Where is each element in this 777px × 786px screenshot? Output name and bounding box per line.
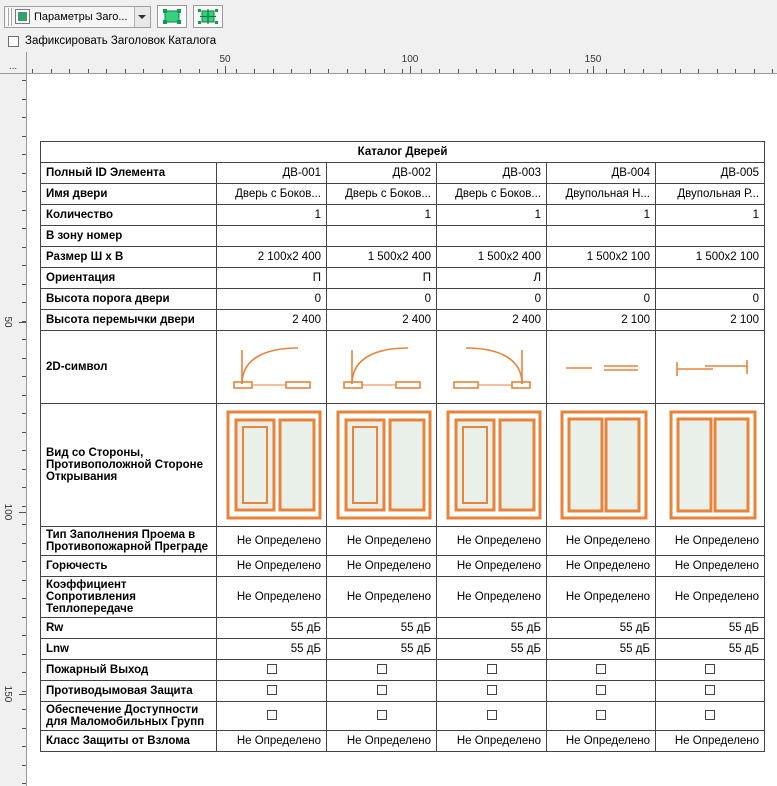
ruler-tick	[32, 69, 33, 73]
ruler-tick	[735, 69, 736, 73]
table-cell	[656, 404, 765, 527]
table-row	[41, 639, 765, 660]
table-cell: Дверь с Боков...	[327, 184, 437, 205]
ruler-tick	[22, 413, 26, 414]
ruler-tick	[125, 69, 126, 73]
ruler-tick	[365, 69, 366, 73]
table-cell	[327, 681, 437, 702]
table-cell: 2 100	[547, 310, 656, 331]
table-cell	[217, 702, 327, 731]
table-cell: 55 дБ	[437, 618, 547, 639]
ruler-tick	[476, 69, 477, 73]
table-cell: Двупольная Р...	[656, 184, 765, 205]
lock-header-checkbox[interactable]	[8, 36, 19, 47]
cell-checkbox[interactable]	[596, 685, 606, 695]
table-cell: ДВ-004	[547, 163, 656, 184]
table-cell: Не Определено	[327, 731, 437, 752]
ruler-tick	[606, 69, 607, 73]
table-title-row	[41, 142, 765, 163]
cell-checkbox[interactable]	[705, 664, 715, 674]
element-settings-button[interactable]	[193, 5, 223, 28]
table-cell: 1 500x2 100	[547, 247, 656, 268]
ruler-tick	[22, 395, 26, 396]
ruler-tick	[22, 302, 26, 303]
drawing-canvas[interactable]	[27, 74, 777, 786]
ruler-tick	[754, 69, 755, 73]
table-cell	[656, 702, 765, 731]
ruler-tick	[22, 598, 26, 599]
horizontal-ruler[interactable]	[27, 52, 777, 74]
table-cell: 55 дБ	[656, 639, 765, 660]
row-header: Высота перемычки двери	[41, 310, 217, 331]
table-cell	[656, 331, 765, 404]
table-cell: Не Определено	[437, 577, 547, 618]
table-cell: ДВ-005	[656, 163, 765, 184]
table-cell: Не Определено	[217, 556, 327, 577]
table-cell	[217, 331, 327, 404]
table-cell: 55 дБ	[547, 618, 656, 639]
row-header: Вид со Стороны, Противоположной Стороне Открывания	[41, 404, 217, 527]
table-cell: 1	[547, 205, 656, 226]
table-cell	[656, 226, 765, 247]
ruler-tick-major	[19, 322, 26, 323]
table-cell	[437, 226, 547, 247]
ruler-tick	[22, 691, 26, 692]
table-cell	[547, 681, 656, 702]
ruler-tick	[22, 210, 26, 211]
ruler-label: 100	[2, 503, 13, 521]
table-row	[41, 331, 765, 404]
ruler-tick	[22, 136, 26, 137]
ruler-tick	[421, 69, 422, 73]
ruler-tick	[698, 69, 699, 73]
table-cell: 55 дБ	[217, 618, 327, 639]
chevron-down-icon[interactable]	[134, 7, 150, 27]
ruler-tick	[88, 69, 89, 73]
row-header: В зону номер	[41, 226, 217, 247]
door-swing-symbol-icon	[332, 336, 432, 398]
table-cell	[217, 660, 327, 681]
ruler-label: 150	[2, 685, 13, 703]
table-cell: П	[327, 268, 437, 289]
ruler-tick	[22, 117, 26, 118]
table-cell: 0	[437, 289, 547, 310]
cell-checkbox[interactable]	[377, 710, 387, 720]
door-swing-symbol-icon	[222, 336, 322, 398]
table-cell	[547, 268, 656, 289]
table-row	[41, 310, 765, 331]
row-header: Полный ID Элемента	[41, 163, 217, 184]
ruler-tick	[199, 69, 200, 73]
ruler-tick	[217, 69, 218, 73]
table-cell	[327, 404, 437, 527]
table-cell: Не Определено	[547, 527, 656, 556]
ruler-tick	[22, 173, 26, 174]
table-cell	[217, 226, 327, 247]
cell-checkbox[interactable]	[267, 685, 277, 695]
ruler-tick	[328, 69, 329, 73]
workspace	[0, 52, 777, 786]
cell-checkbox[interactable]	[487, 710, 497, 720]
table-cell: 1 500x2 400	[437, 247, 547, 268]
table-row	[41, 184, 765, 205]
table-cell: Не Определено	[327, 556, 437, 577]
row-header: Пожарный Выход	[41, 660, 217, 681]
ruler-tick	[22, 265, 26, 266]
row-header: Lnw	[41, 639, 217, 660]
ruler-tick	[143, 69, 144, 73]
ruler-label: 150	[584, 54, 602, 65]
table-row	[41, 731, 765, 752]
table-cell: 55 дБ	[327, 618, 437, 639]
ruler-tick	[51, 69, 52, 73]
ruler-tick	[22, 358, 26, 359]
table-row	[41, 404, 765, 527]
ruler-tick	[162, 69, 163, 73]
row-header: Тип Заполнения Проема в Противопожарной Преграде	[41, 527, 217, 556]
table-cell: ДВ-002	[327, 163, 437, 184]
ruler-tick	[22, 524, 26, 525]
table-row	[41, 577, 765, 618]
table-cell: ДВ-003	[437, 163, 547, 184]
vertical-ruler[interactable]	[0, 74, 27, 786]
cell-checkbox[interactable]	[596, 664, 606, 674]
node-edit-button[interactable]	[157, 5, 187, 28]
ruler-tick	[22, 506, 26, 507]
ruler-tick-major	[225, 66, 226, 73]
ruler-tick	[22, 654, 26, 655]
table-cell: 1	[327, 205, 437, 226]
table-cell: 1	[437, 205, 547, 226]
ruler-tick	[402, 69, 403, 73]
row-header: Размер Ш х В	[41, 247, 217, 268]
ruler-label: 100	[401, 54, 419, 65]
ruler-tick	[22, 672, 26, 673]
table-cell: Л	[437, 268, 547, 289]
row-header: Коэффициент Сопротивления Теплопередаче	[41, 577, 217, 618]
table-cell: 2 100x2 400	[217, 247, 327, 268]
ruler-tick	[22, 709, 26, 710]
ruler-tick	[22, 339, 26, 340]
table-cell: Не Определено	[327, 577, 437, 618]
table-cell	[547, 226, 656, 247]
table-row	[41, 247, 765, 268]
ruler-tick	[717, 69, 718, 73]
schedule-title: Каталог Дверей	[41, 142, 765, 163]
table-cell: 55 дБ	[656, 618, 765, 639]
door-elevation-icon	[222, 406, 326, 524]
row-header: Rw	[41, 618, 217, 639]
ruler-tick	[22, 543, 26, 544]
table-row	[41, 268, 765, 289]
table-row	[41, 205, 765, 226]
door-swing-symbol-icon	[442, 336, 542, 398]
ruler-tick	[22, 469, 26, 470]
table-cell: П	[217, 268, 327, 289]
table-cell: 1 500x2 100	[656, 247, 765, 268]
table-cell: 0	[547, 289, 656, 310]
ruler-tick	[22, 228, 26, 229]
lock-header-label: Зафиксировать Заголовок Каталога	[25, 35, 217, 47]
ruler-tick-major	[19, 512, 26, 513]
table-cell	[327, 331, 437, 404]
table-cell: 55 дБ	[437, 639, 547, 660]
table-cell: Не Определено	[217, 731, 327, 752]
table-cell	[217, 681, 327, 702]
ruler-tick	[661, 69, 662, 73]
ruler-tick	[772, 69, 773, 73]
table-cell	[547, 404, 656, 527]
cell-checkbox[interactable]	[487, 685, 497, 695]
ruler-tick	[569, 69, 570, 73]
cell-checkbox[interactable]	[487, 664, 497, 674]
table-row	[41, 681, 765, 702]
table-cell: 1 500x2 400	[327, 247, 437, 268]
ruler-tick	[680, 69, 681, 73]
table-cell	[547, 331, 656, 404]
table-cell: 2 400	[217, 310, 327, 331]
cell-checkbox[interactable]	[267, 664, 277, 674]
table-row	[41, 702, 765, 731]
table-cell: 1	[656, 205, 765, 226]
ruler-tick	[180, 69, 181, 73]
table-row	[41, 226, 765, 247]
sliding-door-symbol-icon	[661, 336, 761, 398]
table-row	[41, 618, 765, 639]
table-cell: ДВ-001	[217, 163, 327, 184]
ruler-tick	[22, 580, 26, 581]
ruler-tick	[458, 69, 459, 73]
ruler-tick	[22, 746, 26, 747]
ruler-tick	[22, 154, 26, 155]
row-header: 2D-символ	[41, 331, 217, 404]
table-cell: 0	[217, 289, 327, 310]
ruler-tick	[254, 69, 255, 73]
table-cell: Не Определено	[437, 556, 547, 577]
ruler-tick	[22, 487, 26, 488]
ruler-tick	[22, 617, 26, 618]
table-cell	[656, 268, 765, 289]
table-cell	[437, 660, 547, 681]
ruler-tick	[22, 284, 26, 285]
table-cell: Не Определено	[656, 577, 765, 618]
ruler-tick	[532, 69, 533, 73]
table-cell: 55 дБ	[547, 639, 656, 660]
door-elevation-icon	[661, 406, 765, 524]
ruler-tick	[106, 69, 107, 73]
table-cell: Не Определено	[217, 527, 327, 556]
ruler-corner[interactable]: ...	[0, 52, 27, 74]
ruler-tick	[22, 561, 26, 562]
ruler-tick-major	[410, 66, 411, 73]
table-row	[41, 289, 765, 310]
ruler-tick	[310, 69, 311, 73]
header-parameters-combo[interactable]	[4, 6, 151, 28]
table-cell: Не Определено	[217, 577, 327, 618]
ruler-tick	[69, 69, 70, 73]
table-cell	[217, 404, 327, 527]
double-door-symbol-icon	[552, 336, 652, 398]
table-cell: Не Определено	[437, 731, 547, 752]
table-cell	[437, 404, 547, 527]
table-cell	[547, 660, 656, 681]
table-cell	[656, 681, 765, 702]
table-cell: Дверь с Боков...	[217, 184, 327, 205]
table-cell	[327, 226, 437, 247]
ruler-tick	[22, 80, 26, 81]
ruler-tick	[22, 432, 26, 433]
table-cell: Не Определено	[437, 527, 547, 556]
ruler-tick	[643, 69, 644, 73]
table-row	[41, 163, 765, 184]
ruler-tick	[22, 635, 26, 636]
ruler-tick	[22, 783, 26, 784]
ruler-tick	[22, 191, 26, 192]
ruler-tick	[347, 69, 348, 73]
toolbar	[0, 0, 777, 30]
table-cell	[437, 702, 547, 731]
row-header: Количество	[41, 205, 217, 226]
cell-checkbox[interactable]	[705, 685, 715, 695]
table-cell: 0	[327, 289, 437, 310]
ruler-tick	[587, 69, 588, 73]
table-cell	[437, 331, 547, 404]
table-cell: Дверь с Боков...	[437, 184, 547, 205]
table-cell	[327, 660, 437, 681]
table-cell	[437, 681, 547, 702]
table-cell: Не Определено	[327, 527, 437, 556]
ruler-tick	[384, 69, 385, 73]
ruler-tick	[624, 69, 625, 73]
ruler-tick	[439, 69, 440, 73]
green-rect-nodes-icon	[162, 9, 182, 24]
table-cell	[327, 702, 437, 731]
ruler-tick	[236, 69, 237, 73]
cell-checkbox[interactable]	[596, 710, 606, 720]
ruler-tick-major	[593, 66, 594, 73]
table-cell: 1	[217, 205, 327, 226]
green-crosshair-icon	[198, 9, 218, 24]
lock-header-row	[0, 30, 777, 52]
ruler-tick	[273, 69, 274, 73]
table-row	[41, 660, 765, 681]
row-header: Имя двери	[41, 184, 217, 205]
door-schedule-table	[40, 141, 765, 752]
table-cell: Не Определено	[547, 556, 656, 577]
table-cell: Не Определено	[656, 556, 765, 577]
cell-checkbox[interactable]	[377, 664, 387, 674]
green-square-icon	[15, 9, 30, 24]
ruler-tick	[22, 450, 26, 451]
ruler-tick	[22, 99, 26, 100]
door-elevation-icon	[552, 406, 656, 524]
row-header: Ориентация	[41, 268, 217, 289]
cell-checkbox[interactable]	[377, 685, 387, 695]
ruler-tick	[513, 69, 514, 73]
table-cell	[656, 660, 765, 681]
row-header: Горючесть	[41, 556, 217, 577]
ruler-tick	[495, 69, 496, 73]
ruler-tick	[550, 69, 551, 73]
ruler-tick-major	[19, 694, 26, 695]
table-cell: Не Определено	[656, 731, 765, 752]
toolbar-grip[interactable]	[7, 8, 12, 26]
table-cell: 2 400	[327, 310, 437, 331]
table-cell: Не Определено	[547, 731, 656, 752]
table-cell: Не Определено	[547, 577, 656, 618]
table-cell: 2 100	[656, 310, 765, 331]
ruler-tick	[22, 765, 26, 766]
row-header: Высота порога двери	[41, 289, 217, 310]
table-cell: Не Определено	[656, 527, 765, 556]
row-header: Противодымовая Защита	[41, 681, 217, 702]
table-row	[41, 527, 765, 556]
table-row	[41, 556, 765, 577]
row-header: Класс Защиты от Взлома	[41, 731, 217, 752]
table-cell: 55 дБ	[217, 639, 327, 660]
ruler-tick	[22, 247, 26, 248]
header-parameters-combo-label: Параметры Заго...	[34, 10, 128, 23]
door-elevation-icon	[332, 406, 436, 524]
table-cell: 55 дБ	[327, 639, 437, 660]
ruler-tick	[22, 376, 26, 377]
table-cell: Двупольная Н...	[547, 184, 656, 205]
door-elevation-icon	[442, 406, 546, 524]
cell-checkbox[interactable]	[705, 710, 715, 720]
row-header: Обеспечение Доступности для Маломобильных Групп	[41, 702, 217, 731]
cell-checkbox[interactable]	[267, 710, 277, 720]
table-cell: 0	[656, 289, 765, 310]
ruler-tick	[22, 728, 26, 729]
ruler-label: 50	[219, 54, 231, 65]
ruler-label: 50	[2, 316, 13, 328]
ruler-tick	[291, 69, 292, 73]
table-cell	[547, 702, 656, 731]
table-cell: 2 400	[437, 310, 547, 331]
